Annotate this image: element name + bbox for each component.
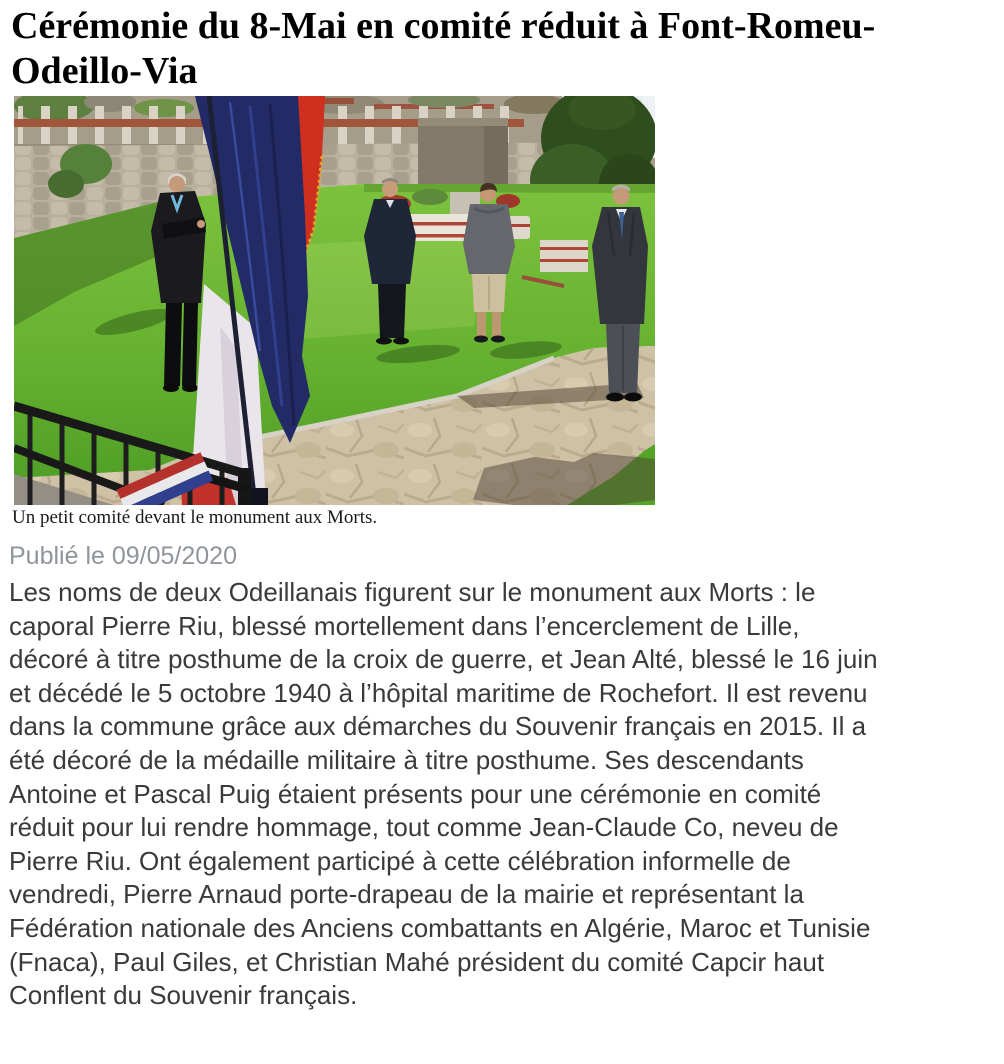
body-line: réduit pour lui rendre hommage, tout comme Jean-Claude Co, neveu de xyxy=(9,812,839,843)
body-line: vendredi, Pierre Arnaud porte-drapeau de la mairie et représentant la xyxy=(9,879,804,910)
publish-date: Publié le 09/05/2020 xyxy=(9,542,237,570)
photo-caption: Un petit comité devant le monument aux Morts. xyxy=(12,507,378,528)
body-line: décoré à titre posthume de la croix de guerre, et Jean Alté, blessé le 16 juin xyxy=(9,644,878,675)
body-line: Conflent du Souvenir français. xyxy=(9,980,358,1011)
article-figure xyxy=(14,96,1004,529)
body-line: Pierre Riu. Ont également participé à cette célébration informelle de xyxy=(9,845,791,876)
article-title: Cérémonie du 8-Mai en comité réduit à Font-Romeu-Odeillo-Via xyxy=(11,5,876,92)
article-photo xyxy=(14,96,655,505)
body-line: et décédé le 5 octobre 1940 à l’hôpital maritime de Rochefort. Il est revenu xyxy=(9,677,868,708)
ceremony-photo-illustration xyxy=(14,96,655,505)
article-body xyxy=(9,576,999,1013)
body-line: Fédération nationale des Anciens combattants en Algérie, Maroc et Tunisie xyxy=(9,912,871,943)
body-line: (Fnaca), Paul Giles, et Christian Mahé président du comité Capcir haut xyxy=(9,946,825,977)
body-line: été décoré de la médaille militaire à titre posthume. Ses descendants xyxy=(9,744,804,775)
body-line: Antoine et Pascal Puig étaient présents pour une cérémonie en comité xyxy=(9,778,822,809)
body-line: Les noms de deux Odeillanais figurent sur le monument aux Morts : le xyxy=(9,577,816,607)
body-line: caporal Pierre Riu, blessé mortellement dans l’encerclement de Lille, xyxy=(9,610,800,641)
body-line: dans la commune grâce aux démarches du Souvenir français en 2015. Il a xyxy=(9,711,867,742)
